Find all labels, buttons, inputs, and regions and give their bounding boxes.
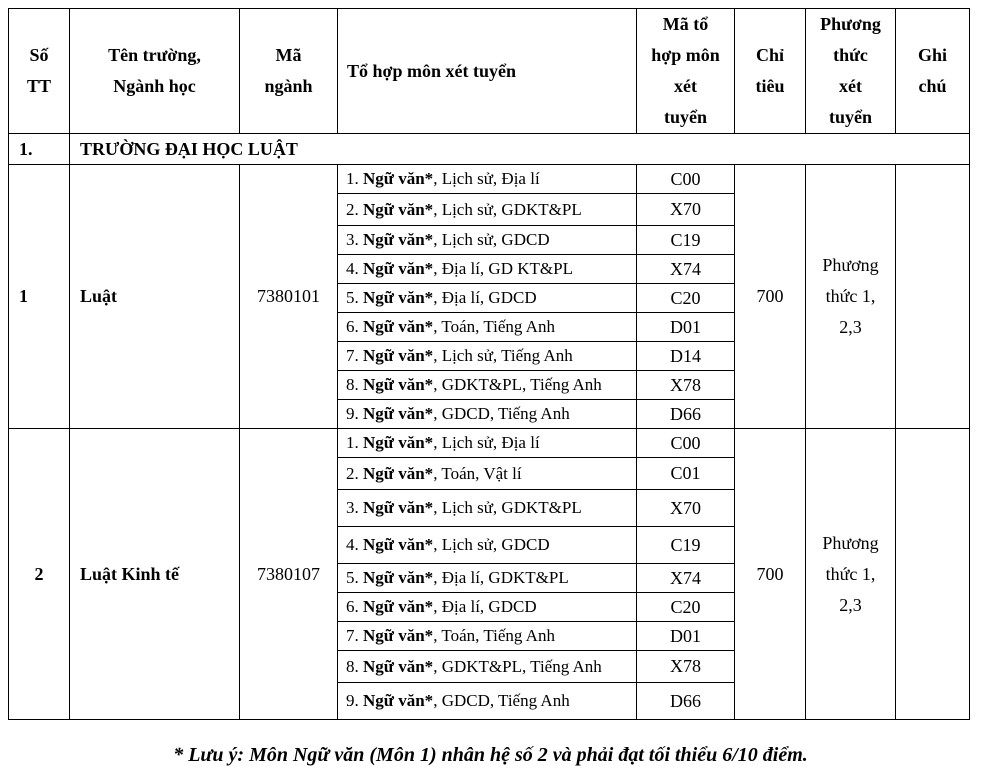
major-name: Luật (70, 165, 240, 429)
combo-number: 3. (346, 230, 363, 249)
combo-code: D14 (637, 342, 735, 371)
combo-other-subjects: , Lịch sử, Tiếng Anh (433, 346, 573, 365)
combo-main-subject: Ngữ văn* (363, 597, 434, 616)
major-name: Luật Kinh tế (70, 429, 240, 720)
combo-cell (338, 429, 637, 458)
combo-cell (338, 622, 637, 651)
footnote: * Lưu ý: Môn Ngữ văn (Môn 1) nhân hệ số 2 và phải đạt tối thiểu 6/10 điểm. (173, 744, 808, 766)
combo-code: C20 (637, 284, 735, 313)
combo-code: X70 (637, 194, 735, 226)
school-row (9, 134, 970, 165)
combo-number: 6. (346, 597, 363, 616)
combo-code: C00 (637, 429, 735, 458)
admission-method (806, 429, 896, 720)
method-line: Phương (822, 532, 879, 553)
header-row (9, 9, 970, 134)
combo-code: X70 (637, 490, 735, 527)
combo-cell (338, 490, 637, 527)
combo-number: 7. (346, 346, 363, 365)
combo-cell (338, 194, 637, 226)
combo-main-subject: Ngữ văn* (363, 656, 434, 676)
combo-cell (338, 683, 637, 720)
combo-cell (338, 564, 637, 593)
combo-main-subject: Ngữ văn* (363, 288, 434, 307)
combo-other-subjects: , Địa lí, GDCD (433, 288, 537, 307)
school-stt: 1. (9, 134, 70, 165)
combo-other-subjects: , GDKT&PL, Tiếng Anh (433, 375, 602, 394)
method-line: thức 1, (825, 563, 876, 584)
combo-code: C19 (637, 527, 735, 564)
header-method: Phương thức xét tuyển (806, 9, 896, 134)
combo-main-subject: Ngữ văn* (363, 626, 434, 645)
combo-main-subject: Ngữ văn* (363, 375, 434, 394)
table-row (9, 429, 970, 458)
combo-number: 2. (346, 199, 363, 219)
combo-number: 4. (346, 259, 363, 278)
combo-main-subject: Ngữ văn* (363, 433, 434, 452)
header-stt: Số TT (9, 9, 70, 134)
major-stt: 2 (9, 429, 70, 720)
combo-code: X78 (637, 651, 735, 683)
combo-cell (338, 458, 637, 490)
combo-code: X78 (637, 371, 735, 400)
combo-number: 3. (346, 498, 363, 517)
major-code: 7380107 (240, 429, 338, 720)
combo-code: X74 (637, 255, 735, 284)
combo-cell (338, 527, 637, 564)
combo-cell (338, 400, 637, 429)
combo-code: D01 (637, 313, 735, 342)
combo-other-subjects: , Toán, Tiếng Anh (433, 626, 555, 645)
combo-other-subjects: , Lịch sử, GDCD (433, 535, 550, 554)
admission-table (8, 8, 970, 720)
combo-main-subject: Ngữ văn* (363, 346, 434, 365)
combo-other-subjects: , Lịch sử, Địa lí (433, 169, 540, 188)
combo-main-subject: Ngữ văn* (363, 230, 434, 249)
school-name: TRƯỜNG ĐẠI HỌC LUẬT (70, 134, 970, 165)
combo-other-subjects: , GDKT&PL, Tiếng Anh (433, 656, 602, 676)
combo-number: 4. (346, 535, 363, 554)
combo-other-subjects: , Toán, Vật lí (433, 463, 522, 483)
combo-main-subject: Ngữ văn* (363, 259, 434, 278)
combo-other-subjects: , Toán, Tiếng Anh (433, 317, 555, 336)
header-combo-code: Mã tổ hợp môn xét tuyển (637, 9, 735, 134)
combo-main-subject: Ngữ văn* (363, 169, 434, 188)
note-cell (896, 429, 970, 720)
method-line: 2,3 (839, 317, 862, 337)
combo-cell (338, 371, 637, 400)
combo-number: 6. (346, 317, 363, 336)
combo-main-subject: Ngữ văn* (363, 498, 434, 517)
combo-main-subject: Ngữ văn* (363, 199, 434, 219)
table-row (9, 165, 970, 194)
header-name: Tên trường, Ngành học (70, 9, 240, 134)
combo-code: X74 (637, 564, 735, 593)
combo-number: 9. (346, 404, 363, 423)
combo-other-subjects: , GDCD, Tiếng Anh (433, 691, 570, 710)
combo-cell (338, 593, 637, 622)
combo-main-subject: Ngữ văn* (363, 535, 434, 554)
combo-number: 1. (346, 433, 363, 452)
major-stt: 1 (9, 165, 70, 429)
header-code: Mã ngành (240, 9, 338, 134)
method-line: 2,3 (839, 594, 862, 615)
combo-code: C00 (637, 165, 735, 194)
method-line: thức 1, (825, 286, 876, 306)
combo-other-subjects: , Lịch sử, GDCD (433, 230, 550, 249)
combo-number: 9. (346, 691, 363, 710)
combo-other-subjects: , GDCD, Tiếng Anh (433, 404, 570, 423)
combo-number: 5. (346, 288, 363, 307)
combo-cell (338, 651, 637, 683)
combo-other-subjects: , Địa lí, GDKT&PL (433, 568, 569, 587)
combo-code: D66 (637, 683, 735, 720)
note-cell (896, 165, 970, 429)
combo-cell (338, 255, 637, 284)
combo-main-subject: Ngữ văn* (363, 691, 434, 710)
combo-number: 8. (346, 375, 363, 394)
combo-code: C01 (637, 458, 735, 490)
header-note: Ghi chú (896, 9, 970, 134)
combo-number: 8. (346, 656, 363, 676)
combo-other-subjects: , Địa lí, GD KT&PL (433, 259, 573, 278)
combo-number: 7. (346, 626, 363, 645)
combo-cell (338, 313, 637, 342)
combo-main-subject: Ngữ văn* (363, 404, 434, 423)
admission-method (806, 165, 896, 429)
combo-other-subjects: , Lịch sử, Địa lí (433, 433, 540, 452)
combo-code: C19 (637, 226, 735, 255)
combo-cell (338, 226, 637, 255)
combo-other-subjects: , Lịch sử, GDKT&PL (433, 498, 582, 517)
combo-cell (338, 342, 637, 371)
combo-other-subjects: , Địa lí, GDCD (433, 597, 537, 616)
quota: 700 (735, 429, 806, 720)
combo-number: 5. (346, 568, 363, 587)
combo-code: D66 (637, 400, 735, 429)
major-code: 7380101 (240, 165, 338, 429)
quota: 700 (735, 165, 806, 429)
header-combo: Tổ hợp môn xét tuyển (338, 9, 637, 134)
combo-other-subjects: , Lịch sử, GDKT&PL (433, 199, 582, 219)
combo-main-subject: Ngữ văn* (363, 463, 434, 483)
combo-main-subject: Ngữ văn* (363, 568, 434, 587)
method-line: Phương (822, 255, 879, 275)
combo-main-subject: Ngữ văn* (363, 317, 434, 336)
combo-cell (338, 165, 637, 194)
combo-number: 2. (346, 463, 363, 483)
combo-number: 1. (346, 169, 363, 188)
header-quota: Chỉ tiêu (735, 9, 806, 134)
combo-code: D01 (637, 622, 735, 651)
combo-code: C20 (637, 593, 735, 622)
combo-cell (338, 284, 637, 313)
